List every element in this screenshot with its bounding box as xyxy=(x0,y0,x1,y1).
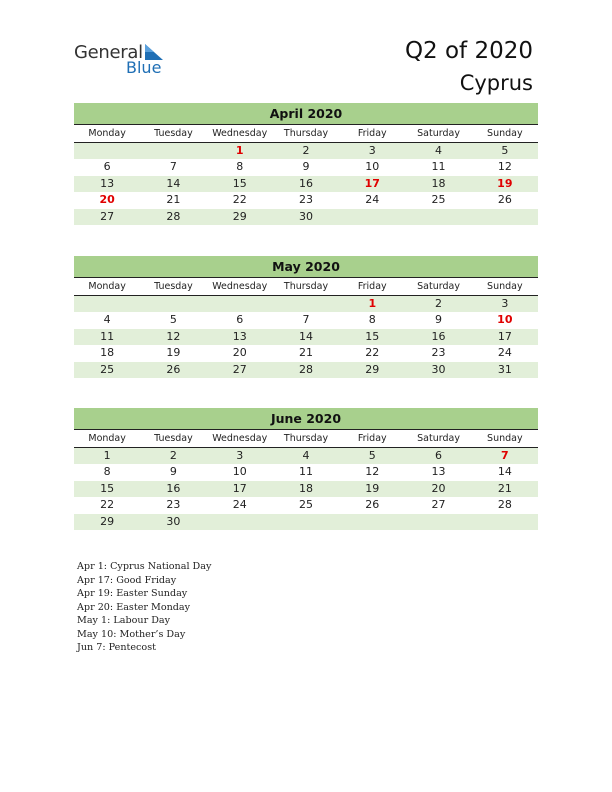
date-cell: 25 xyxy=(100,362,115,376)
date-cell: 23 xyxy=(298,193,313,207)
date-cell xyxy=(472,209,538,225)
date-cell: 13 xyxy=(431,465,446,479)
holiday-item: Apr 1: Cyprus National Day xyxy=(77,561,212,572)
date-cell: 6 xyxy=(103,160,111,174)
weekday-label: Friday xyxy=(357,128,387,139)
date-cell: 7 xyxy=(169,160,177,174)
date-cell: 13 xyxy=(232,329,247,343)
holiday-list xyxy=(77,560,211,655)
holiday-item: Apr 17: Good Friday xyxy=(77,574,177,586)
week-row xyxy=(74,329,538,345)
date-cell: 4 xyxy=(103,313,111,327)
logo-text-blue: Blue xyxy=(126,58,162,77)
weekday-label: Tuesday xyxy=(154,281,193,292)
date-cell: 30 xyxy=(431,362,446,376)
date-cell: 24 xyxy=(365,193,380,207)
date-cell: 20 xyxy=(232,346,247,360)
holiday-item: Jun 7: Pentecost xyxy=(77,642,156,653)
week-row xyxy=(74,176,538,192)
date-cell: 11 xyxy=(298,465,313,479)
holiday-date-cell: 10 xyxy=(497,313,513,327)
date-cell: 7 xyxy=(302,313,310,327)
date-cell: 12 xyxy=(497,160,512,174)
date-cell: 3 xyxy=(236,449,244,462)
holiday-item: Apr 19: Easter Sunday xyxy=(77,588,188,599)
date-cell: 25 xyxy=(298,498,313,512)
date-cell: 23 xyxy=(431,346,446,360)
week-row xyxy=(74,312,538,328)
week-row xyxy=(74,448,538,464)
week-row xyxy=(74,209,538,225)
date-cell: 16 xyxy=(298,176,313,190)
date-cell: 20 xyxy=(431,481,446,495)
month-june xyxy=(74,408,538,530)
date-cell: 30 xyxy=(166,514,181,528)
weekday-label: Thursday xyxy=(283,433,329,444)
date-cell: 27 xyxy=(431,498,446,512)
week-row xyxy=(74,464,538,480)
date-cell: 2 xyxy=(169,449,177,462)
date-cell xyxy=(339,514,405,530)
week-row xyxy=(74,159,538,175)
weekday-label: Saturday xyxy=(417,433,460,444)
date-cell: 19 xyxy=(365,481,380,495)
date-cell: 9 xyxy=(302,160,310,174)
month-title: June 2020 xyxy=(74,408,538,430)
week-row xyxy=(74,345,538,361)
week-row xyxy=(74,192,538,208)
date-cell xyxy=(273,296,339,312)
date-cell: 9 xyxy=(169,465,177,479)
date-cell: 12 xyxy=(365,465,380,479)
date-cell: 27 xyxy=(100,209,115,223)
date-cell xyxy=(74,143,140,159)
date-cell: 6 xyxy=(435,449,443,462)
weekday-label: Sunday xyxy=(487,433,523,444)
week-row xyxy=(74,362,538,378)
date-cell: 11 xyxy=(431,160,446,174)
date-cell: 16 xyxy=(431,329,446,343)
weekday-header-row xyxy=(74,278,538,296)
generalblue-logo xyxy=(74,42,174,78)
date-cell: 2 xyxy=(435,297,443,310)
date-cell: 3 xyxy=(501,297,509,310)
date-cell: 26 xyxy=(365,498,380,512)
date-cell: 12 xyxy=(166,329,181,343)
date-cell xyxy=(207,296,273,312)
date-cell: 28 xyxy=(497,498,512,512)
month-title: April 2020 xyxy=(74,103,538,125)
weekday-label: Tuesday xyxy=(154,433,193,444)
page-title: Q2 of 2020 xyxy=(404,38,533,64)
date-cell: 6 xyxy=(236,313,244,327)
date-cell: 9 xyxy=(435,313,443,327)
date-cell: 18 xyxy=(100,346,115,360)
date-cell: 16 xyxy=(166,481,181,495)
weekday-label: Sunday xyxy=(487,281,523,292)
holiday-date-cell: 1 xyxy=(235,144,244,157)
holiday-item: May 1: Labour Day xyxy=(77,615,171,626)
week-row xyxy=(74,143,538,159)
date-cell: 24 xyxy=(232,498,247,512)
date-cell xyxy=(273,514,339,530)
weekday-label: Monday xyxy=(88,128,126,139)
week-row xyxy=(74,296,538,312)
date-cell: 29 xyxy=(365,362,380,376)
date-cell: 24 xyxy=(497,346,512,360)
date-cell: 1 xyxy=(103,449,111,462)
date-cell: 3 xyxy=(368,144,376,157)
holiday-item: May 10: Mother’s Day xyxy=(77,628,186,640)
date-cell: 2 xyxy=(302,144,310,157)
month-may xyxy=(74,256,538,378)
date-cell: 19 xyxy=(166,346,181,360)
weekday-label: Tuesday xyxy=(154,128,193,139)
weekday-label: Thursday xyxy=(283,281,329,292)
date-cell: 14 xyxy=(497,465,512,479)
date-cell xyxy=(472,514,538,530)
date-cell: 8 xyxy=(236,160,244,174)
date-cell: 14 xyxy=(166,176,181,190)
weekday-label: Monday xyxy=(88,281,126,292)
date-cell xyxy=(74,296,140,312)
weekday-label: Friday xyxy=(357,281,387,292)
date-cell: 22 xyxy=(365,346,380,360)
week-row xyxy=(74,497,538,513)
date-cell: 15 xyxy=(365,329,380,343)
logo-text-general: General xyxy=(74,42,143,63)
weekday-header-row xyxy=(74,125,538,143)
date-cell: 10 xyxy=(365,160,380,174)
week-row xyxy=(74,481,538,497)
month-title: May 2020 xyxy=(74,256,538,278)
holiday-item: Apr 20: Easter Monday xyxy=(77,601,191,613)
weekday-label: Saturday xyxy=(417,128,460,139)
holiday-date-cell: 1 xyxy=(368,297,377,310)
weekday-label: Saturday xyxy=(417,281,460,292)
date-cell: 28 xyxy=(166,209,181,223)
date-cell: 30 xyxy=(298,209,313,223)
date-cell: 26 xyxy=(166,362,181,376)
date-cell: 18 xyxy=(298,481,313,495)
date-cell: 4 xyxy=(435,144,443,157)
date-cell xyxy=(405,209,471,225)
weekday-label: Wednesday xyxy=(212,281,268,292)
date-cell: 18 xyxy=(431,176,446,190)
date-cell: 5 xyxy=(169,313,177,327)
weekday-label: Wednesday xyxy=(212,433,268,444)
week-row xyxy=(74,514,538,530)
weekday-label: Monday xyxy=(88,433,126,444)
weekday-label: Sunday xyxy=(487,128,523,139)
holiday-date-cell: 7 xyxy=(501,449,509,462)
date-cell: 15 xyxy=(232,176,247,190)
date-cell: 22 xyxy=(100,498,115,512)
date-cell: 10 xyxy=(232,465,247,479)
date-cell: 21 xyxy=(298,346,313,360)
date-cell: 29 xyxy=(100,514,115,528)
date-cell: 5 xyxy=(368,449,376,462)
weekday-label: Thursday xyxy=(283,128,329,139)
weekday-label: Wednesday xyxy=(212,128,268,139)
date-cell: 17 xyxy=(497,329,512,343)
date-cell: 23 xyxy=(166,498,181,512)
date-cell: 27 xyxy=(232,362,247,376)
holiday-date-cell: 19 xyxy=(497,176,513,190)
date-cell: 13 xyxy=(100,176,115,190)
date-cell xyxy=(339,209,405,225)
weekday-header-row xyxy=(74,430,538,448)
date-cell: 4 xyxy=(302,449,310,462)
date-cell xyxy=(140,143,206,159)
date-cell: 8 xyxy=(368,313,376,327)
date-cell: 22 xyxy=(232,193,247,207)
date-cell: 5 xyxy=(501,144,509,157)
date-cell xyxy=(140,296,206,312)
date-cell: 26 xyxy=(497,193,512,207)
month-april xyxy=(74,103,538,225)
date-cell xyxy=(207,514,273,530)
date-cell: 8 xyxy=(103,465,111,479)
holiday-date-cell: 17 xyxy=(364,176,380,190)
date-cell: 11 xyxy=(100,329,115,343)
weekday-label: Friday xyxy=(357,433,387,444)
date-cell xyxy=(405,514,471,530)
date-cell: 21 xyxy=(166,193,181,207)
date-cell: 14 xyxy=(298,329,313,343)
date-cell: 28 xyxy=(298,362,313,376)
date-cell: 21 xyxy=(497,481,512,495)
date-cell: 29 xyxy=(232,209,247,223)
date-cell: 25 xyxy=(431,193,446,207)
date-cell: 31 xyxy=(497,362,512,376)
country-name: Cyprus xyxy=(459,71,533,95)
holiday-date-cell: 20 xyxy=(99,193,115,207)
date-cell: 15 xyxy=(100,481,115,495)
date-cell: 17 xyxy=(232,481,247,495)
